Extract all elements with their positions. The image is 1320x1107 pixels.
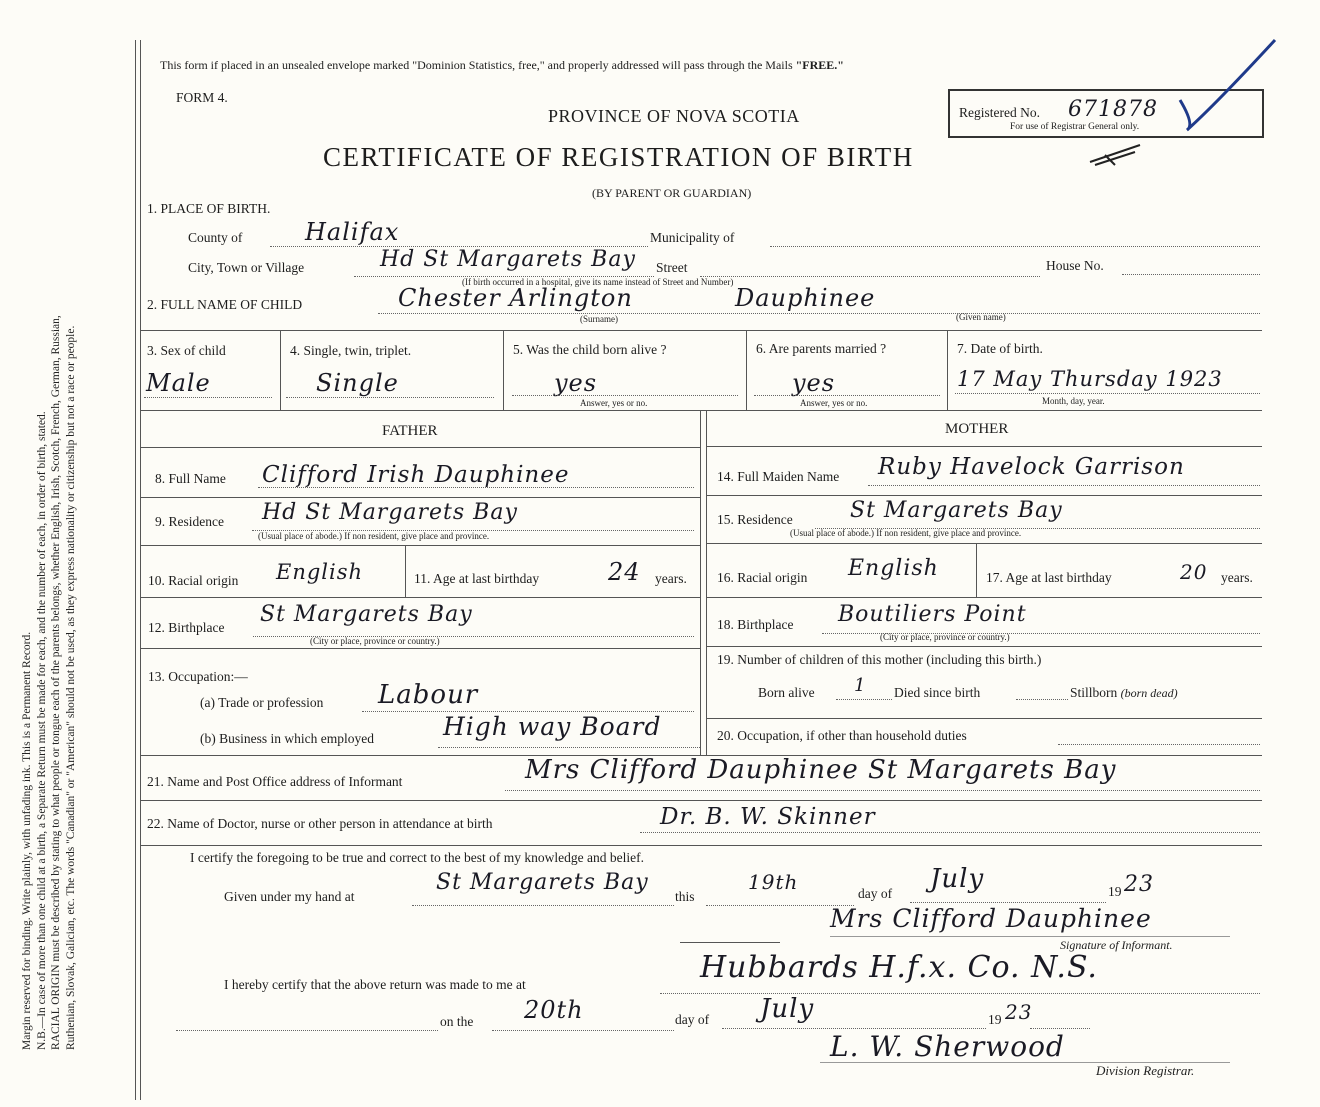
plurality-label: 4. Single, twin, triplet. bbox=[290, 343, 412, 358]
informant-label: 21. Name and Post Office address of Informant bbox=[147, 774, 403, 789]
margin-notes bbox=[20, 10, 78, 1090]
doctor-value: Dr. B. W. Skinner bbox=[660, 804, 876, 830]
city-value: Hd St Margarets Bay bbox=[380, 247, 636, 272]
margin-note-2: N.B.—In case of more than one child at a birth, a Separate Return must be made for each, and the number of each, in order of birth, stated. bbox=[35, 411, 48, 1050]
parents-married-label: 6. Are parents married ? bbox=[756, 341, 887, 356]
informant-value: Mrs Clifford Dauphinee St Margarets Bay bbox=[525, 755, 1117, 785]
house-no-label: House No. bbox=[1046, 258, 1104, 273]
day-of-label: day of bbox=[858, 886, 893, 901]
registration-year-value: 23 bbox=[1005, 1000, 1033, 1024]
registration-day-of-label: day of bbox=[675, 1012, 710, 1027]
born-dead-caption: (born dead) bbox=[1120, 686, 1178, 700]
certificate-subtitle: (BY PARENT OR GUARDIAN) bbox=[592, 186, 752, 200]
on-the-label: on the bbox=[440, 1014, 474, 1029]
form-number: FORM 4. bbox=[176, 90, 228, 105]
mother-age-value: 20 bbox=[1180, 560, 1208, 584]
born-alive-value: yes bbox=[554, 369, 598, 397]
father-residence-caption: (Usual place of abode.) If non resident, give place and province. bbox=[258, 531, 490, 541]
father-race-label: 10. Racial origin bbox=[148, 573, 239, 588]
given-under-label: Given under my hand at bbox=[224, 889, 355, 904]
checkmark-icon bbox=[1175, 30, 1285, 140]
father-years-label: years. bbox=[655, 571, 687, 586]
stillborn-label: Stillborn (born dead) bbox=[1070, 685, 1178, 700]
mother-residence-value: St Margarets Bay bbox=[850, 498, 1063, 523]
father-birthplace-label: 12. Birthplace bbox=[148, 620, 225, 635]
registered-number: 671878 bbox=[1068, 97, 1158, 122]
father-heading: FATHER bbox=[382, 423, 438, 439]
signature-caption: Signature of Informant. bbox=[1060, 938, 1173, 952]
registration-day-value: 20th bbox=[524, 996, 584, 1024]
mother-children-label: 19. Number of children of this mother (including this birth.) bbox=[717, 652, 1042, 667]
date-of-birth-label: 7. Date of birth. bbox=[957, 341, 1043, 356]
given-name-caption: (Given name) bbox=[956, 312, 1006, 322]
registered-label: Registered No. bbox=[959, 105, 1040, 120]
county-label: County of bbox=[188, 230, 243, 245]
mother-birthplace-label: 18. Birthplace bbox=[717, 617, 794, 632]
born-alive-caption: Answer, yes or no. bbox=[580, 398, 648, 408]
mother-name-value: Ruby Havelock Garrison bbox=[878, 454, 1185, 480]
doctor-label: 22. Name of Doctor, nurse or other person in attendance at birth bbox=[147, 816, 493, 831]
died-since-birth-label: Died since birth bbox=[894, 685, 981, 700]
pen-mark-icon bbox=[1085, 140, 1145, 170]
parents-married-caption: Answer, yes or no. bbox=[800, 398, 868, 408]
mother-residence-label: 15. Residence bbox=[717, 512, 793, 527]
province-heading: PROVINCE OF NOVA SCOTIA bbox=[548, 106, 800, 126]
registration-month-value: July bbox=[760, 994, 815, 1024]
informant-signature: Mrs Clifford Dauphinee bbox=[830, 904, 1152, 933]
mother-birthplace-value: Boutiliers Point bbox=[838, 602, 1027, 627]
registration-place-value: Hubbards H.f.x. Co. N.S. bbox=[700, 950, 1098, 985]
county-value: Halifax bbox=[305, 218, 400, 246]
father-name-label: 8. Full Name bbox=[155, 471, 226, 486]
margin-note-4: Ruthenian, Slovak, Galician, etc. The words "Canadian" or "American" should not be used, as they express nationality or citizenship but not a race or people. bbox=[64, 325, 77, 1050]
mother-birthplace-caption: (City or place, province or country.) bbox=[880, 632, 1010, 642]
father-birthplace-caption: (City or place, province or country.) bbox=[310, 636, 440, 646]
date-of-birth-value: 17 May Thursday 1923 bbox=[957, 367, 1223, 391]
mail-notice: This form if placed in an unsealed envelope marked "Dominion Statistics, free," and properly addressed will pass through the Mails "FREE." bbox=[160, 58, 844, 72]
father-race-value: English bbox=[276, 560, 364, 584]
given-year-value: 23 bbox=[1124, 872, 1154, 897]
given-day-value: 19th bbox=[748, 870, 799, 894]
born-alive-label: 5. Was the child born alive ? bbox=[513, 342, 667, 357]
father-business-value: High way Board bbox=[443, 712, 662, 741]
binding-margin-line bbox=[135, 40, 136, 1100]
mother-heading: MOTHER bbox=[945, 421, 1009, 437]
born-alive-count-label: Born alive bbox=[758, 685, 815, 700]
given-month-value: July bbox=[930, 864, 985, 894]
parents-married-value: yes bbox=[792, 369, 836, 397]
margin-note-1: Margin reserved for binding. Write plainly, with unfading ink. This is a Permanent Record. bbox=[21, 631, 33, 1050]
father-birthplace-value: St Margarets Bay bbox=[260, 602, 473, 627]
child-given-value: Dauphinee bbox=[735, 284, 876, 312]
father-name-value: Clifford Irish Dauphinee bbox=[262, 462, 570, 488]
father-residence-label: 9. Residence bbox=[155, 514, 224, 529]
father-trade-label: (a) Trade or profession bbox=[200, 695, 324, 710]
given-place-value: St Margarets Bay bbox=[436, 870, 649, 895]
mother-name-label: 14. Full Maiden Name bbox=[717, 469, 840, 484]
street-label: Street bbox=[656, 260, 688, 275]
given-year-prefix: 19 bbox=[1108, 884, 1122, 899]
father-age-value: 24 bbox=[608, 558, 641, 586]
certify-statement: I certify the foregoing to be true and correct to the best of my knowledge and belief. bbox=[190, 850, 644, 865]
mother-occupation-label: 20. Occupation, if other than household duties bbox=[717, 728, 967, 743]
city-label: City, Town or Village bbox=[188, 260, 305, 275]
margin-note-3: RACIAL ORIGIN must be described by stating to what people or tongue each of the parents belongs, whether English, Irish, Scotch, French, German, Russian, bbox=[50, 315, 62, 1050]
father-trade-value: Labour bbox=[378, 680, 479, 710]
father-residence-value: Hd St Margarets Bay bbox=[262, 500, 518, 525]
mother-race-value: English bbox=[848, 556, 939, 581]
this-label: this bbox=[675, 889, 695, 904]
mother-age-label: 17. Age at last birthday bbox=[986, 570, 1112, 585]
sex-label: 3. Sex of child bbox=[147, 343, 226, 358]
hospital-note: (If birth occurred in a hospital, give its name instead of Street and Number) bbox=[462, 277, 734, 287]
born-alive-count-value: 1 bbox=[854, 675, 867, 696]
plurality-value: Single bbox=[316, 369, 399, 397]
father-occupation-label: 13. Occupation:— bbox=[148, 669, 248, 684]
municipality-label: Municipality of bbox=[650, 230, 735, 245]
child-surname-value: Chester Arlington bbox=[398, 284, 633, 312]
registrar-general-note: For use of Registrar General only. bbox=[1010, 122, 1140, 132]
surname-caption: (Surname) bbox=[580, 314, 618, 324]
registrar-signature: L. W. Sherwood bbox=[830, 1030, 1065, 1063]
registration-year-prefix: 19 bbox=[988, 1012, 1002, 1027]
certificate-title: CERTIFICATE OF REGISTRATION OF BIRTH bbox=[323, 142, 914, 172]
child-name-label: 2. FULL NAME OF CHILD bbox=[147, 297, 303, 312]
hereby-certify-label: I hereby certify that the above return was made to me at bbox=[224, 977, 526, 992]
father-age-label: 11. Age at last birthday bbox=[414, 571, 540, 586]
mother-years-label: years. bbox=[1221, 570, 1253, 585]
date-of-birth-caption: Month, day, year. bbox=[1042, 396, 1105, 406]
mother-residence-caption: (Usual place of abode.) If non resident, give place and province. bbox=[790, 528, 1022, 538]
father-business-label: (b) Business in which employed bbox=[200, 731, 374, 746]
place-of-birth-label: 1. PLACE OF BIRTH. bbox=[147, 201, 271, 216]
mother-race-label: 16. Racial origin bbox=[717, 570, 808, 585]
division-registrar-caption: Division Registrar. bbox=[1096, 1063, 1195, 1078]
sex-value: Male bbox=[146, 369, 211, 397]
binding-margin-line-2 bbox=[140, 40, 141, 1100]
